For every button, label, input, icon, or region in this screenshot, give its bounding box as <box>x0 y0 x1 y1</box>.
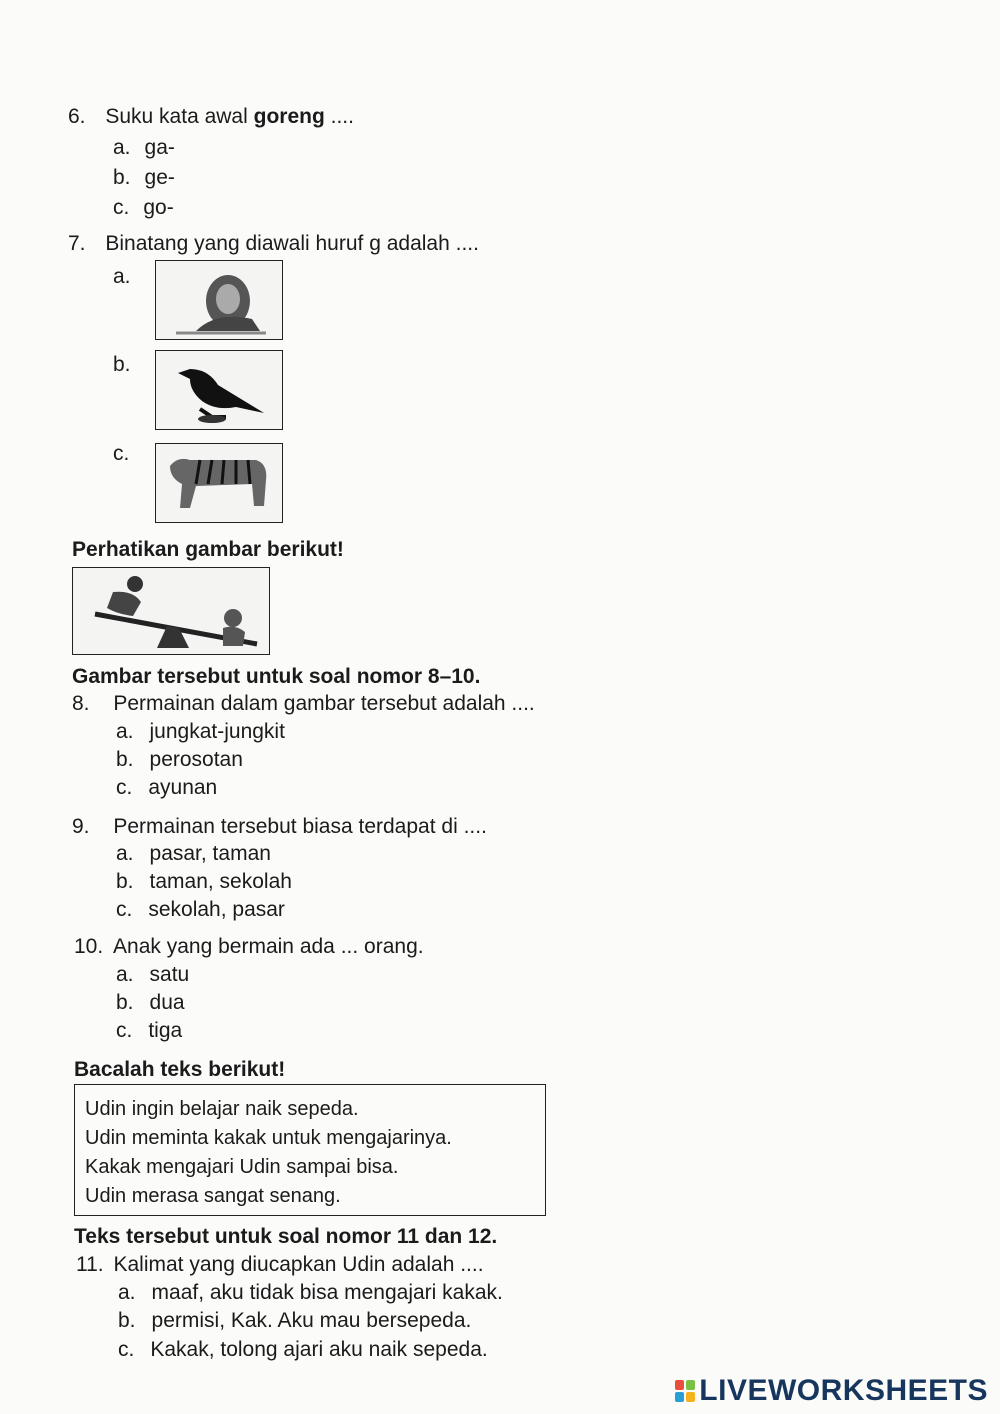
option-text: ayunan <box>148 776 218 799</box>
watermark-text: LIVEWORKSHEETS <box>699 1374 988 1407</box>
q7-option-b-letter[interactable]: b. <box>113 353 131 376</box>
reading-text-box <box>74 1084 546 1216</box>
option-letter: b. <box>118 1309 136 1332</box>
option-text: satu <box>149 963 190 986</box>
option-letter: c. <box>116 1019 133 1042</box>
option-letter: a. <box>118 1281 136 1304</box>
question-text: Binatang yang diawali huruf g adalah .... <box>105 232 479 255</box>
text-heading: Bacalah teks berikut! <box>74 1058 286 1081</box>
option-letter: b. <box>116 748 134 771</box>
option-letter: a. <box>116 720 134 743</box>
question-6 <box>68 105 354 129</box>
reading-line: Udin meminta kakak untuk mengajarinya. <box>85 1127 452 1149</box>
crow-image[interactable] <box>155 350 283 430</box>
question-number: 8. <box>72 692 90 715</box>
q9-option-a[interactable] <box>116 842 271 866</box>
q7-option-a-letter[interactable]: a. <box>113 265 131 288</box>
seesaw-image <box>72 567 270 655</box>
question-number: 9. <box>72 815 90 838</box>
reading-line: Kakak mengajari Udin sampai bisa. <box>85 1156 399 1178</box>
q8-option-c[interactable] <box>116 776 217 800</box>
option-text: Kakak, tolong ajari aku naik sepeda. <box>150 1338 488 1361</box>
option-text: sekolah, pasar <box>148 898 285 921</box>
option-letter: b. <box>116 870 134 893</box>
text-caption: Teks tersebut untuk soal nomor 11 dan 12. <box>74 1225 498 1248</box>
question-ellipsis: .... <box>330 105 354 128</box>
q8-option-b[interactable] <box>116 748 243 772</box>
q11-option-b[interactable] <box>118 1309 471 1333</box>
q9-option-c[interactable] <box>116 898 285 922</box>
option-text: dua <box>149 991 185 1014</box>
q8-option-a[interactable] <box>116 720 285 744</box>
question-text: Permainan tersebut biasa terdapat di .... <box>113 815 487 838</box>
option-text: tiga <box>148 1019 183 1042</box>
reading-line: Udin merasa sangat senang. <box>85 1185 341 1207</box>
question-text: Permainan dalam gambar tersebut adalah .... <box>113 692 535 715</box>
lion-image[interactable] <box>155 260 283 340</box>
q6-option-c[interactable] <box>113 196 174 220</box>
question-9 <box>72 815 487 839</box>
option-text: permisi, Kak. Aku mau bersepeda. <box>151 1309 472 1332</box>
option-text: go- <box>143 196 174 219</box>
liveworksheets-logo-icon <box>675 1380 695 1402</box>
tiger-image[interactable] <box>155 443 283 523</box>
option-letter: b. <box>113 166 131 189</box>
liveworksheets-watermark <box>675 1374 988 1408</box>
q11-option-c[interactable] <box>118 1338 488 1362</box>
option-text: ga- <box>144 136 175 159</box>
reading-line: Udin ingin belajar naik sepeda. <box>85 1098 359 1120</box>
q9-option-b[interactable] <box>116 870 292 894</box>
option-letter: a. <box>113 136 131 159</box>
question-7 <box>68 232 479 256</box>
option-text: ge- <box>144 166 175 189</box>
q10-option-a[interactable] <box>116 963 189 987</box>
question-text: Suku kata awal <box>105 105 248 128</box>
option-text: taman, sekolah <box>149 870 292 893</box>
option-letter: c. <box>116 776 133 799</box>
q6-option-b[interactable] <box>113 166 175 190</box>
option-letter: c. <box>113 196 130 219</box>
question-text: Anak yang bermain ada ... orang. <box>113 935 424 958</box>
question-number: 6. <box>68 105 86 128</box>
q10-option-b[interactable] <box>116 991 185 1015</box>
question-text: Kalimat yang diucapkan Udin adalah .... <box>113 1253 484 1276</box>
question-number: 7. <box>68 232 86 255</box>
question-8 <box>72 692 535 716</box>
option-text: pasar, taman <box>149 842 271 865</box>
q7-option-c-letter[interactable]: c. <box>113 442 130 465</box>
question-number: 11. <box>76 1253 104 1276</box>
option-letter: c. <box>118 1338 135 1361</box>
option-letter: a. <box>116 842 134 865</box>
option-text: jungkat-jungkit <box>149 720 285 743</box>
question-number: 10. <box>74 935 104 958</box>
picture-caption: Gambar tersebut untuk soal nomor 8–10. <box>72 665 481 688</box>
question-10 <box>74 935 424 959</box>
q11-option-a[interactable] <box>118 1281 503 1305</box>
question-keyword: goreng <box>253 105 325 128</box>
option-letter: a. <box>116 963 134 986</box>
option-letter: c. <box>116 898 133 921</box>
question-11 <box>76 1253 484 1277</box>
option-text: maaf, aku tidak bisa mengajari kakak. <box>151 1281 503 1304</box>
picture-heading: Perhatikan gambar berikut! <box>72 538 344 561</box>
q10-option-c[interactable] <box>116 1019 182 1043</box>
option-letter: b. <box>116 991 134 1014</box>
option-text: perosotan <box>149 748 243 771</box>
q6-option-a[interactable] <box>113 136 175 160</box>
